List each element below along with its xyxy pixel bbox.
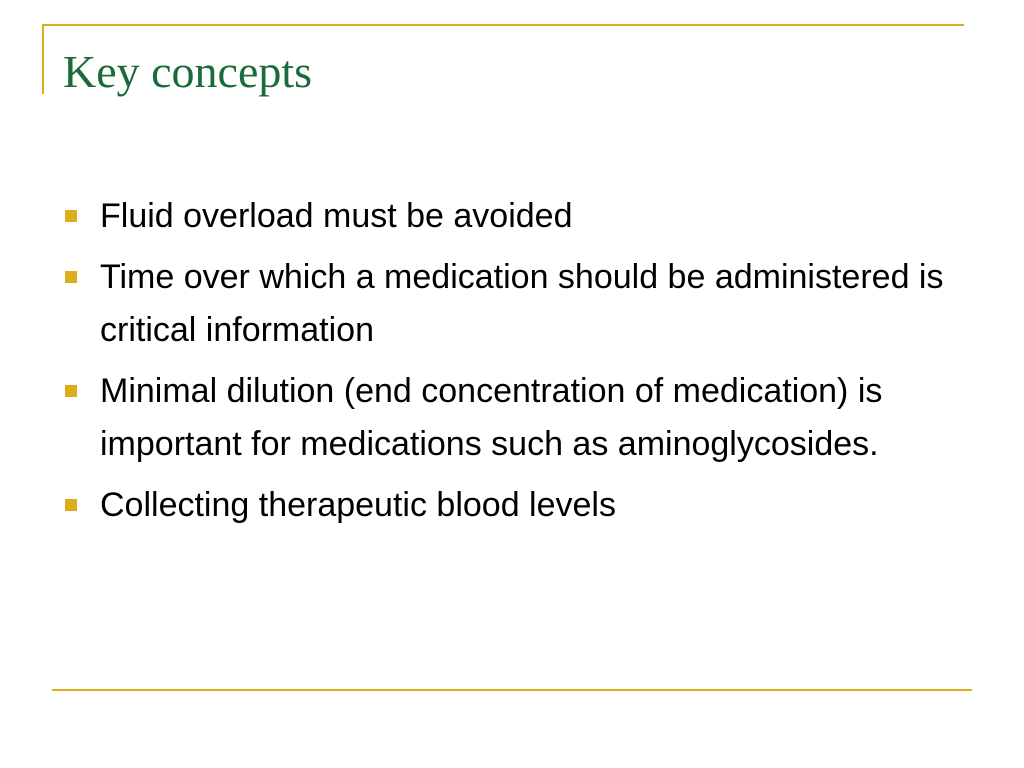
bottom-divider xyxy=(52,689,972,691)
bullet-list xyxy=(62,190,982,540)
bullet-item xyxy=(62,479,982,532)
slide-title: Key concepts xyxy=(63,46,313,97)
bullet-item xyxy=(62,251,982,357)
top-frame-line xyxy=(42,24,964,26)
square-bullet-icon xyxy=(65,210,77,222)
bullet-text: Time over which a medication should be administered is critical information xyxy=(100,258,944,349)
bullet-item xyxy=(62,190,982,243)
square-bullet-icon xyxy=(65,499,77,511)
bullet-text: Minimal dilution (end concentration of medication) is important for medications such as aminoglycosides. xyxy=(100,372,883,463)
left-frame-line xyxy=(42,24,44,94)
square-bullet-icon xyxy=(65,271,77,283)
bullet-text: Collecting therapeutic blood levels xyxy=(100,486,616,524)
square-bullet-icon xyxy=(65,385,77,397)
bullet-item xyxy=(62,365,982,471)
bullet-text: Fluid overload must be avoided xyxy=(100,197,573,235)
